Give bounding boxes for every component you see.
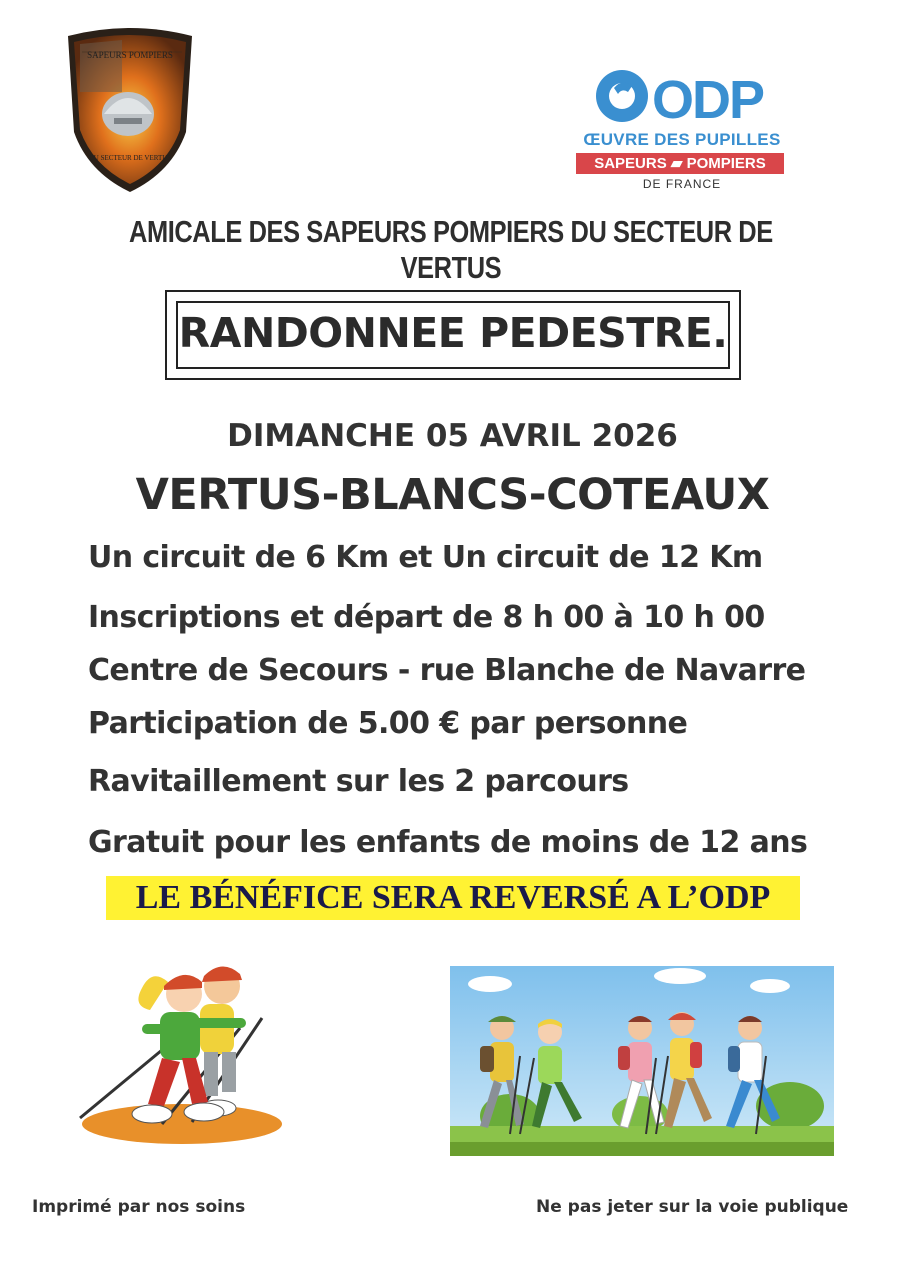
sapeurs-pompiers-shield-logo bbox=[62, 22, 198, 194]
shield-text-bottom: DU SECTEUR DE VERTUS bbox=[88, 154, 172, 162]
odp-line1: ŒUVRE DES PUPILLES bbox=[583, 130, 781, 149]
event-title: RANDONNEE PEDESTRE. bbox=[178, 309, 728, 357]
event-place: VERTUS-BLANCS-COTEAUX bbox=[135, 470, 770, 520]
event-date: DIMANCHE 05 AVRIL 2026 bbox=[227, 418, 678, 454]
odp-letters-mark bbox=[594, 66, 774, 126]
nordic-walkers-illustration bbox=[72, 958, 282, 1146]
benefit-text: LE BÉNÉFICE SERA REVERSÉ A L’ODP bbox=[135, 879, 771, 916]
odp-line2: SAPEURS ▰ POMPIERS bbox=[576, 153, 784, 174]
detail-price: Participation de 5.00 € par personne bbox=[88, 706, 688, 741]
hikers-scene-illustration bbox=[450, 966, 834, 1156]
organization-title: AMICALE DES SAPEURS POMPIERS DU SECTEUR DE VERTUS bbox=[128, 214, 773, 285]
event-title-frame bbox=[165, 290, 741, 380]
footer-do-not-litter: Ne pas jeter sur la voie publique bbox=[536, 1197, 849, 1217]
detail-location: Centre de Secours - rue Blanche de Navarre bbox=[88, 653, 806, 688]
shield-text-top: SAPEURS POMPIERS bbox=[87, 50, 173, 60]
detail-registration: Inscriptions et départ de 8 h 00 à 10 h 00 bbox=[88, 600, 765, 635]
detail-refreshments: Ravitaillement sur les 2 parcours bbox=[88, 764, 629, 799]
odp-line3: DE FRANCE bbox=[642, 177, 722, 191]
benefit-highlight bbox=[106, 876, 800, 920]
odp-logo bbox=[574, 60, 790, 194]
footer-printed-note: Imprimé par nos soins bbox=[32, 1197, 246, 1217]
event-title-inner-frame bbox=[176, 301, 730, 369]
odp-letters: ODP bbox=[652, 70, 764, 126]
detail-children-free: Gratuit pour les enfants de moins de 12 ans bbox=[88, 825, 808, 860]
detail-circuits: Un circuit de 6 Km et Un circuit de 12 Km bbox=[88, 540, 763, 575]
